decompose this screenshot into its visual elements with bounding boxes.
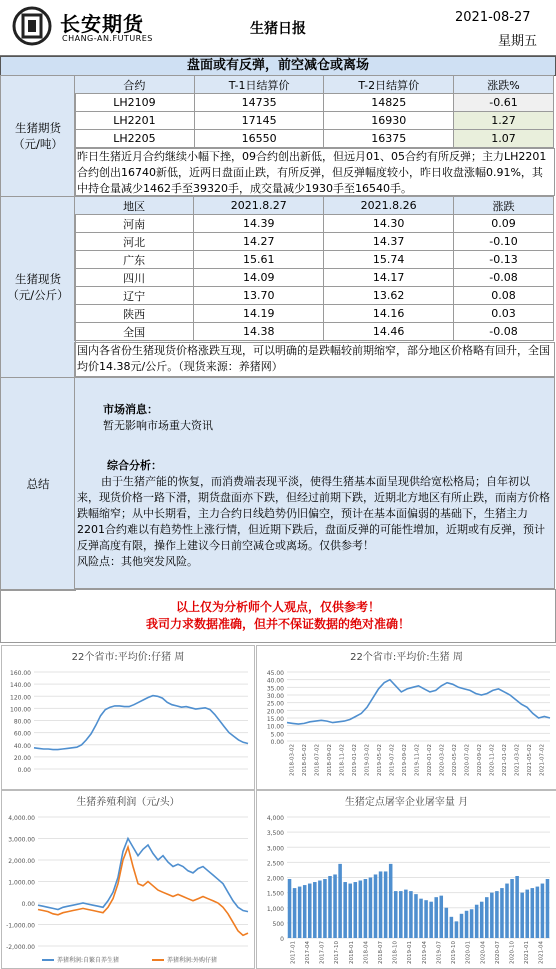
spot-change: 0.03 [454,305,554,323]
bar [369,878,373,939]
x-tick-label: 2019-01-02 [351,744,358,776]
spot-region: 辽宁 [75,287,194,305]
futures-contract: LH2109 [75,94,195,112]
x-tick-label: 2018-05-02 [301,744,308,776]
x-tick-label: 2018-11-02 [339,744,346,776]
bar [333,874,337,938]
x-tick-label: 2019-11-02 [414,744,421,776]
x-tick-label: 2020-01-02 [427,744,434,776]
y-tick-label: 3,000 [266,845,284,853]
bar [434,897,438,938]
bar [399,891,403,938]
futures-t2: 14825 [324,94,454,112]
table-row [75,269,554,287]
chart-slaughter-volume [256,790,556,969]
y-tick-label: 40.00 [266,677,284,685]
spot-region: 全国 [75,323,194,341]
futures-table [74,75,554,148]
y-tick-label: 4,000.00 [8,815,35,822]
headline-banner: 盘面或有反弹，前空减仓或离场 [0,56,556,76]
futures-header-t2: T-2日结算价 [324,76,454,94]
spot-today: 14.39 [194,215,324,233]
bar [445,908,449,938]
analysis-title: 综合分析： [107,459,162,472]
table-row [75,233,554,251]
bar [414,894,418,938]
spot-yesterday: 14.30 [324,215,454,233]
bar [328,876,332,938]
spot-header-change: 涨跌 [454,197,554,215]
bar [485,897,489,938]
x-tick-label: 2018-03-02 [289,744,296,776]
spot-change: -0.13 [454,251,554,269]
y-tick-label: 0 [280,936,284,943]
x-tick-label: 2021-03-02 [514,744,521,776]
y-tick-label: 30.00 [266,693,284,700]
table-row [75,215,554,233]
spot-region: 陕西 [75,305,194,323]
legend-label: 养猪利润:自繁自养生猪 [57,957,120,964]
y-tick-label: 0.00 [270,739,284,746]
x-tick-label: 2019-03-02 [364,744,371,776]
company-logo [12,6,52,46]
spot-yesterday: 14.17 [324,269,454,287]
futures-section-label: 生猪期货 （元/吨） [0,75,76,197]
spot-change: -0.08 [454,269,554,287]
y-tick-label: 20.00 [13,754,31,762]
bar [439,896,443,938]
bar [298,887,302,938]
futures-header-contract: 合约 [75,76,195,94]
x-tick-label: 2020-01 [465,941,472,964]
bar [343,882,347,938]
chart-title: 22个省市:平均价:仔猪 周 [71,652,185,663]
bar [359,881,363,938]
y-tick-label: 4,000 [266,815,284,822]
spot-today: 15.61 [194,251,324,269]
y-tick-label: 40.00 [13,742,31,750]
x-tick-label: 2019-07 [436,941,443,964]
spot-today: 14.09 [194,269,324,287]
spot-header-region: 地区 [75,197,194,215]
x-tick-label: 2020-11-02 [489,744,496,776]
bar [460,914,464,938]
table-row [75,94,554,112]
x-tick-label: 2017-04 [304,941,311,964]
bar [429,902,433,938]
bar [379,871,383,938]
futures-contract: LH2205 [75,130,195,148]
bar [495,891,499,938]
spot-region: 河南 [75,215,194,233]
chart-title: 生猪定点屠宰企业屠宰量 月 [344,797,469,808]
y-tick-label: 160.00 [10,670,31,677]
spot-change: 0.09 [454,215,554,233]
bar [323,879,327,938]
spot-change: 0.08 [454,287,554,305]
y-tick-label: -2,000.00 [6,944,35,951]
spot-commentary: 国内各省份生猪现货价格涨跌互现，可以明确的是跌幅较前期缩窄，部分地区价格略有回升，全国均价14.38元/公斤。（现货来源：养猪网） [74,342,555,377]
bar [531,888,535,938]
x-tick-label: 2020-04 [480,941,487,964]
bar [546,879,550,938]
x-tick-label: 2019-09-02 [401,744,408,776]
disclaimer-line: 以上仅为分析师个人观点，仅供参考！ [175,600,380,614]
x-tick-label: 2018-07 [377,941,384,964]
bar [318,881,322,938]
series-line [34,696,248,750]
x-tick-label: 2021-01-02 [502,744,509,776]
table-row [75,251,554,269]
spot-yesterday: 14.46 [324,323,454,341]
chart-title: 生猪养殖利润（元/头） [76,797,180,808]
futures-t1: 14735 [194,94,324,112]
y-tick-label: 3,000.00 [8,836,35,844]
x-tick-label: 2021-07-02 [539,744,546,776]
bar [520,893,524,938]
futures-change: 1.27 [454,112,554,130]
futures-change: 1.07 [454,130,554,148]
report-weekday: 星期五 [498,34,538,49]
chart-hog-profit [1,790,255,969]
bar [409,891,413,938]
x-tick-label: 2019-04 [421,941,428,964]
y-tick-label: 45.00 [266,670,284,677]
bar [510,879,514,938]
bar [293,888,297,938]
bar [364,879,368,938]
y-tick-label: 60.00 [13,730,31,738]
x-tick-label: 2021-05-02 [527,744,534,776]
futures-header-change: 涨跌% [454,76,554,94]
x-tick-label: 2018-04 [363,941,370,964]
brand-name: 长安期货 [60,12,144,36]
bar [354,882,358,938]
x-tick-label: 2017-10 [334,941,341,964]
y-tick-label: 80.00 [13,718,31,726]
futures-commentary: 昨日生猪近月合约继续小幅下挫，09合约创出新低，但远月01、05合约有所反弹；主力LH2201合约创出16740新低，近两日盘面止跌，有所反弹，但反弹幅度较小，昨日收盘涨幅0.91%，其中持仓量减少1462手至39320手，成交量减少1930手至16540手。 [74,148,555,196]
x-tick-label: 2020-05-02 [452,744,459,776]
x-tick-label: 2019-10 [451,941,458,964]
x-tick-label: 2017-01 [290,941,297,964]
spot-change: -0.08 [454,323,554,341]
spot-yesterday: 13.62 [324,287,454,305]
bar [515,876,519,938]
bar [348,884,352,938]
futures-t2: 16930 [324,112,454,130]
futures-contract: LH2201 [75,112,195,130]
legend-label: 养猪利润:外购仔猪 [167,957,218,964]
brand-name-en: CHANG-AN.FUTURES [62,34,153,43]
spot-yesterday: 15.74 [324,251,454,269]
x-tick-label: 2019-01 [407,941,414,964]
bar [424,900,428,938]
bar [338,864,342,938]
risk-text: 风险点：其他突发风险。 [77,555,198,568]
x-tick-label: 2020-07-02 [464,744,471,776]
bar [450,917,454,938]
bar [303,885,307,938]
x-tick-label: 2020-09-02 [477,744,484,776]
y-tick-label: 120.00 [10,694,31,702]
y-tick-label: 5.00 [270,731,284,739]
market-news-title: 市场消息： [103,403,158,416]
bar [419,899,423,938]
x-tick-label: 2021-01 [524,941,531,964]
spot-change: -0.10 [454,233,554,251]
summary-box [74,377,555,589]
y-tick-label: 1,000.00 [8,879,35,887]
table-row [75,323,554,341]
x-tick-label: 2018-10 [392,941,399,964]
x-tick-label: 2017-07 [319,941,326,964]
x-tick-label: 2019-05-02 [376,744,383,776]
chart-piglet-price [1,645,255,790]
futures-t1: 17145 [194,112,324,130]
x-tick-label: 2020-10 [509,941,516,964]
y-tick-label: 0.00 [21,901,35,908]
bar [404,890,408,938]
bar [475,905,479,938]
spot-today: 14.38 [194,323,324,341]
bar [536,887,540,938]
y-tick-label: 20.00 [266,708,284,716]
table-row [75,287,554,305]
bar [389,864,393,938]
chart-hog-price [256,645,556,790]
bar [384,871,388,938]
spot-region: 河北 [75,233,194,251]
bar [308,884,312,938]
y-tick-label: 2,000.00 [8,858,35,865]
x-tick-label: 2018-09-02 [326,744,333,776]
futures-header-t1: T-1日结算价 [194,76,324,94]
bar [490,893,494,938]
futures-t1: 16550 [194,130,324,148]
y-tick-label: 25.00 [266,700,284,708]
bar [505,884,509,938]
disclaimer-line: 我司力求数据准确，但并不保证数据的绝对准确！ [145,617,410,631]
y-tick-label: 1,000 [266,905,284,913]
y-tick-label: 3,500 [266,830,284,838]
bar [465,911,469,938]
table-row [75,112,554,130]
x-tick-label: 2019-07-02 [389,744,396,776]
summary-section-label: 总结 [0,377,76,591]
x-tick-label: 2018-01 [348,941,355,964]
bar [541,884,545,938]
y-tick-label: 10.00 [266,723,284,731]
spot-header-today: 2021.8.27 [194,197,324,215]
x-tick-label: 2018-07-02 [314,744,321,776]
y-tick-label: 500 [272,920,284,928]
futures-t2: 16375 [324,130,454,148]
spot-region: 广东 [75,251,194,269]
y-tick-label: 1,500 [266,890,284,898]
spot-region: 四川 [75,269,194,287]
bar [374,874,378,938]
spot-today: 14.19 [194,305,324,323]
bar [500,888,504,938]
spot-section-label: 生猪现货 （元/公斤） [0,196,76,378]
x-tick-label: 2020-07 [494,941,501,964]
market-news-text: 暂无影响市场重大资讯 [103,419,213,432]
spot-header-yesterday: 2021.8.26 [324,197,454,215]
analysis-text: 由于生猪产能的恢复，而消费端表现平淡，使得生猪基本面呈现供给宽松格局；自年初以来，现货价格一路下滑，期货盘面亦下跌，但经过前期下跌，近期北方地区有所止跌，而南方价格跌幅缩窄；从中长期看，主力合约日线趋势仍旧偏空，预计在基本面偏弱的基础下，生猪主力2201合约难以有趋势性上涨行情，但近期下跌后，盘面反弹的可能性增加，近期或有反弹，预计反弹高度有限，操作上建议今日前空减仓或离场。仅供参考！ [77,475,550,552]
spot-table [74,196,554,341]
spot-yesterday: 14.16 [324,305,454,323]
bar [394,891,398,938]
bar [313,882,317,938]
y-tick-label: 2,000 [266,875,284,883]
bar [480,902,484,938]
spot-today: 13.70 [194,287,324,305]
x-tick-label: 2021-04 [538,941,545,964]
futures-change: -0.61 [454,94,554,112]
y-tick-label: 15.00 [266,716,284,723]
y-tick-label: 100.00 [10,706,31,714]
disclaimer-box [0,589,556,643]
spot-yesterday: 14.37 [324,233,454,251]
report-title: 生猪日报 [250,21,306,37]
table-row [75,305,554,323]
y-tick-label: 0.00 [17,767,31,774]
report-date: 2021-08-27 [455,10,531,25]
bar [455,921,459,938]
bar [288,879,292,938]
spot-today: 14.27 [194,233,324,251]
bar [525,890,529,938]
y-tick-label: 2,500 [266,860,284,868]
series-line [38,839,248,912]
bar [470,909,474,938]
series-line [287,680,550,724]
y-tick-label: 140.00 [10,682,31,690]
y-tick-label: -1,000.00 [6,922,35,930]
chart-title: 22个省市:平均价:生猪 周 [350,652,463,663]
x-tick-label: 2020-03-02 [439,744,446,776]
table-row [75,130,554,148]
y-tick-label: 35.00 [266,685,284,693]
